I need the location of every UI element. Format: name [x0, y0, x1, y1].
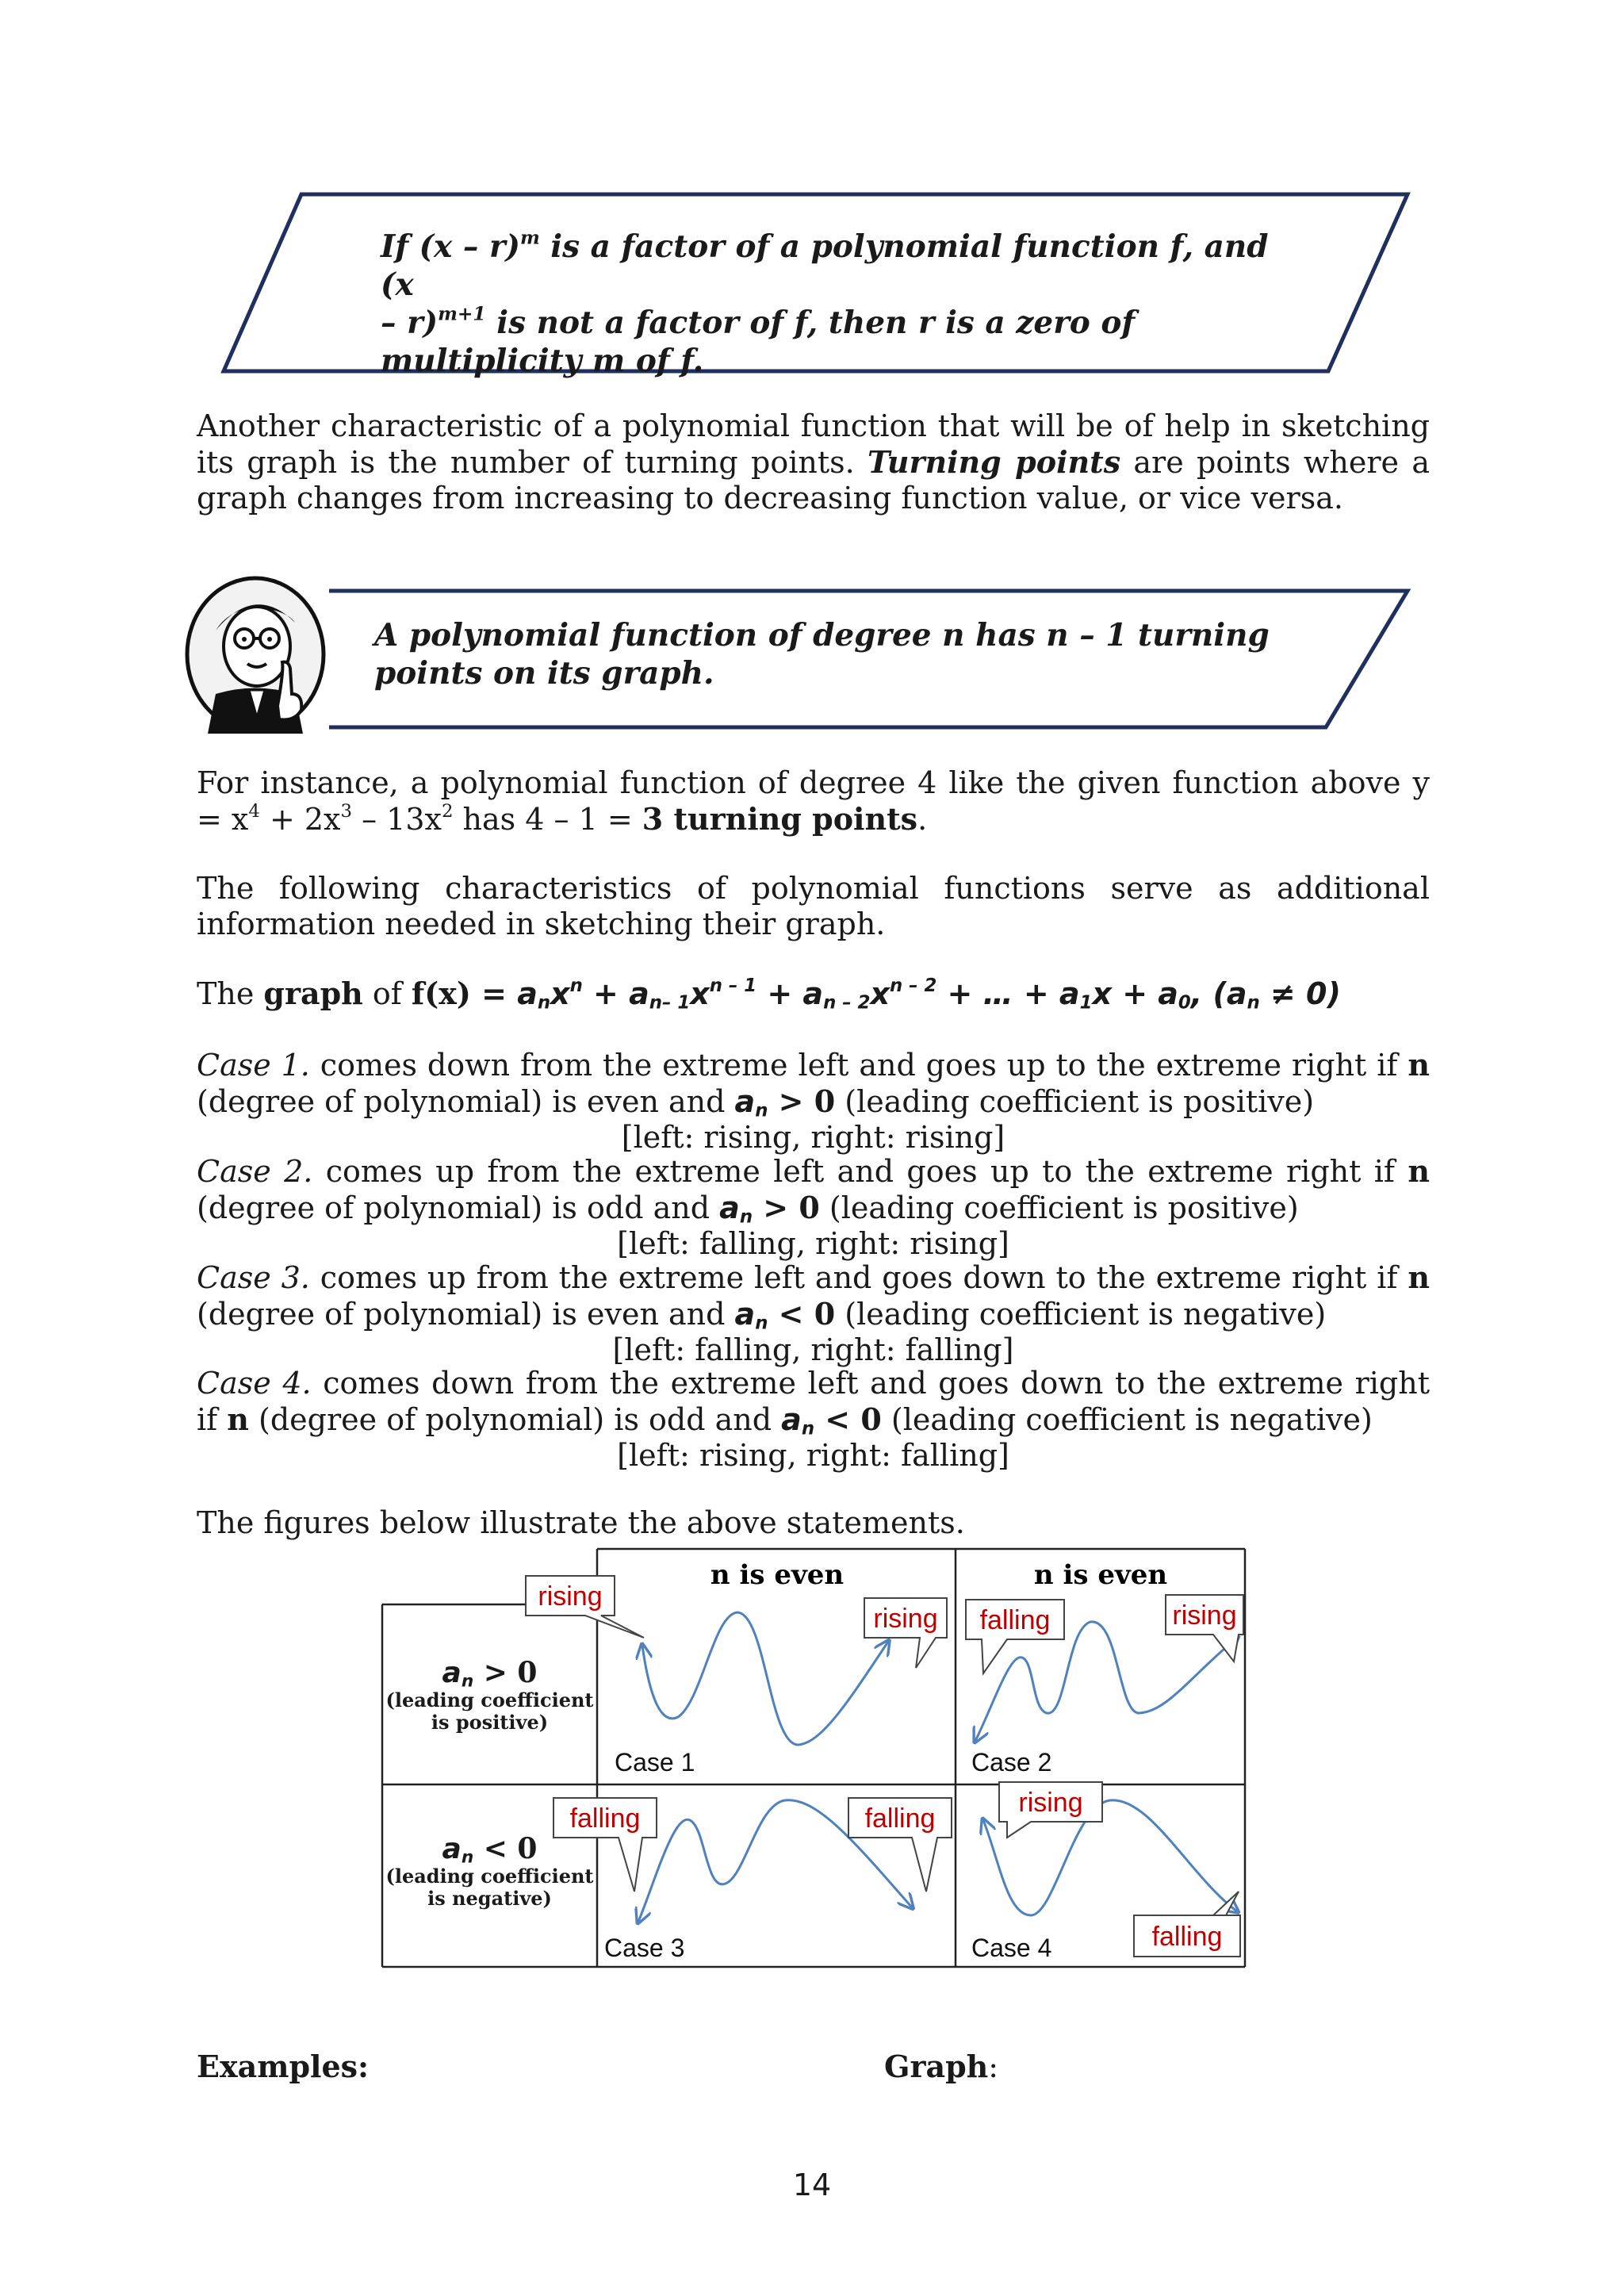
c2-left-label: falling: [979, 1605, 1051, 1635]
c1-left-label: rising: [538, 1581, 603, 1612]
case3-label: Case 3: [604, 1934, 685, 1962]
row2-label: $a_n < 0$ (leading coefficient is negative): [385, 1832, 594, 1910]
case-3-description: Case 3. comes up from the extreme left and goes down to the extreme right if n (degree of polynomial) is even and $a_n < 0$ (leading coefficient is negative) [left: falling, right: falling]: [197, 1259, 1430, 1367]
examples-label: Examples:: [197, 2049, 370, 2084]
case-1-description: Case 1. comes down from the extreme left and goes up to the extreme right if n (degree of polynomial) is even and $a_n > 0$ (leading coefficient is positive) [left: rising, right: rising]: [197, 1047, 1430, 1155]
case1-curve: [642, 1612, 888, 1745]
case-2-description: Case 2. comes up from the extreme left and goes up to the extreme right if n (degree of polynomial) is odd and $a_n > 0$ (leading coefficient is positive) [left: falling, right: rising]: [197, 1153, 1430, 1261]
c4-right-label: falling: [1151, 1922, 1223, 1952]
case1-label: Case 1: [615, 1748, 695, 1777]
page-number: 14: [792, 2168, 832, 2202]
c1-right-label: rising: [873, 1604, 938, 1634]
characteristics-intro: The following characteristics of polynomial functions serve as additional information needed in sketching their graph.: [197, 871, 1430, 941]
case-4-description: Case 4. comes down from the extreme left and goes down to the extreme right if n (degree of polynomial) is odd and $a_n < 0$ (leading coefficient is negative) [left: rising, right: falling]: [197, 1366, 1430, 1473]
turning-points-example: For instance, a polynomial function of degree 4 like the given function above $y = x^4 + 2x^3 - 13x^2$ has 4 – 1 = 3 turning points.: [197, 765, 1430, 837]
c3-right-label: falling: [864, 1803, 936, 1834]
general-polynomial-formula: The graph of $f(x) = a_nx^n + a_{n- 1}x^{n - 1} + a_{n - 2}x^{n - 2}$ + … + $a_1x + a_0$, $(a_n \ne 0)$: [197, 976, 1341, 1014]
col2-header: n is even: [1033, 1559, 1168, 1591]
case2-label: Case 2: [971, 1748, 1052, 1777]
graph-label: Graph:: [884, 2049, 999, 2084]
case4-label: Case 4: [971, 1934, 1052, 1962]
c2-right-label: rising: [1172, 1600, 1237, 1631]
figures-intro: The figures below illustrate the above statements.: [197, 1505, 965, 1540]
end-behavior-figure: [373, 1543, 1253, 1975]
c3-left-label: falling: [569, 1803, 641, 1834]
thinking-man-illustration: [184, 575, 327, 734]
row1-label: $a_n > 0$ (leading coefficient is positive): [385, 1656, 594, 1734]
figure-curves: [638, 1612, 1237, 1922]
turning-points-paragraph: Another characteristic of a polynomial function that will be of help in sketching its graph is the number of turning points. Turning points are points where a graph changes from increasing to decreasing function value, or vice versa.: [197, 408, 1430, 516]
c4-left-label: rising: [1018, 1788, 1083, 1818]
turning-points-rule: A polynomial function of degree n has n – 1 turning points on its graph.: [374, 617, 1270, 692]
col1-header: n is even: [710, 1559, 845, 1591]
multiplicity-definition: If (x – r)$^m$ is a factor of a polynomial function f, and (x – r)$^{m+1}$ is not a factor of f, then r is a zero of multiplicity m of f.: [381, 226, 1269, 379]
